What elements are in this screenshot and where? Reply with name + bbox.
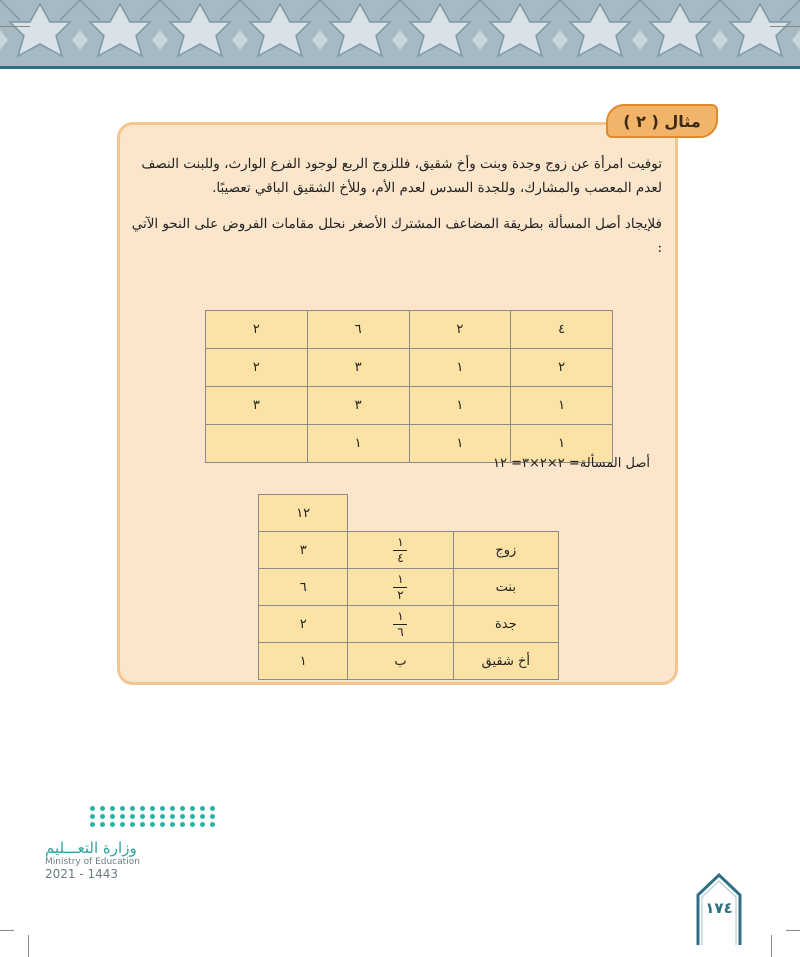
crop-mark [770, 26, 800, 27]
fraction [393, 536, 407, 565]
table-cell: ٣ [307, 387, 409, 425]
value-cell: ٢ [259, 606, 348, 643]
logo-year: 2021 - 1443 [45, 867, 119, 881]
asl-al-masala-line: أصل المسألة= ٢×٢×٣= ١٢ [493, 456, 650, 471]
table-cell: ٣ [307, 349, 409, 387]
denominator: ٦ [397, 625, 404, 639]
crop-mark [786, 930, 800, 931]
page-number-badge [695, 873, 743, 945]
example-title-tab [606, 104, 718, 138]
table-cell: ١ [409, 425, 511, 463]
crop-mark [771, 935, 772, 957]
table-row [259, 643, 559, 680]
numerator: ١ [397, 572, 404, 586]
geometric-pattern [0, 0, 800, 66]
logo-dots-icon [90, 806, 185, 827]
numerator: ١ [397, 609, 404, 623]
page-number: ١٧٤ [705, 899, 733, 917]
table-cell: ٢ [206, 349, 308, 387]
heir-cell: أخ شقيق [453, 643, 558, 680]
numerator: ١ [397, 535, 404, 549]
table-row [259, 495, 559, 532]
crop-mark [0, 26, 30, 27]
table-cell: ١ [307, 425, 409, 463]
denominator: ٤ [397, 551, 404, 565]
table-cell: ٢ [206, 311, 308, 349]
fraction [393, 573, 407, 602]
denominator: ٢ [397, 588, 404, 602]
table-cell: ٢ [409, 311, 511, 349]
logo-english-text: Ministry of Education [45, 857, 140, 867]
table-cell-empty [453, 495, 558, 532]
table-cell-empty [348, 495, 453, 532]
logo-arabic-text: وزارة التعـــليم [45, 839, 137, 857]
heir-cell: بنت [453, 569, 558, 606]
lcm-factor-table [205, 310, 613, 463]
fraction-cell [348, 569, 453, 606]
table-cell: ١ [511, 425, 613, 463]
heir-cell: زوج [453, 532, 558, 569]
fraction-cell [348, 606, 453, 643]
share-cell: ب [348, 643, 453, 680]
table-cell: ١ [511, 387, 613, 425]
crop-mark [0, 930, 14, 931]
value-cell: ٣ [259, 532, 348, 569]
value-cell: ٦ [259, 569, 348, 606]
crop-mark [28, 935, 29, 957]
table-cell: ٦ [307, 311, 409, 349]
fraction [393, 610, 407, 639]
table-row [206, 387, 613, 425]
shares-table [258, 494, 559, 680]
table-row [206, 311, 613, 349]
table-cell: ١ [409, 387, 511, 425]
table-row [259, 569, 559, 606]
example-paragraph-2: فلإيجاد أصل المسألة بطريقة المضاعف المشترك الأصغر نحلل مقامات الفروض على النحو الآتي : [131, 216, 662, 256]
total-cell: ١٢ [259, 495, 348, 532]
ministry-logo [45, 806, 185, 881]
table-cell: ١ [409, 349, 511, 387]
table-row [259, 606, 559, 643]
table-cell: ٣ [206, 387, 308, 425]
table-cell: ٤ [511, 311, 613, 349]
example-title: مثال ( ٢ ) [623, 111, 701, 131]
fraction-cell [348, 532, 453, 569]
table-row [259, 532, 559, 569]
table-cell [206, 425, 308, 463]
example-paragraph-1: توفيت امرأة عن زوج وجدة وبنت وأخ شقيق، فللزوج الربع لوجود الفرع الوارث، وللبنت النصف لعدم المعصب والمشارك، وللجدة السدس لعدم الأم، وللأخ الشقيق الباقي تعصيبًا. [141, 156, 662, 196]
heir-cell: جدة [453, 606, 558, 643]
value-cell: ١ [259, 643, 348, 680]
table-row [206, 349, 613, 387]
decorative-header-band [0, 0, 800, 69]
table-cell: ٢ [511, 349, 613, 387]
